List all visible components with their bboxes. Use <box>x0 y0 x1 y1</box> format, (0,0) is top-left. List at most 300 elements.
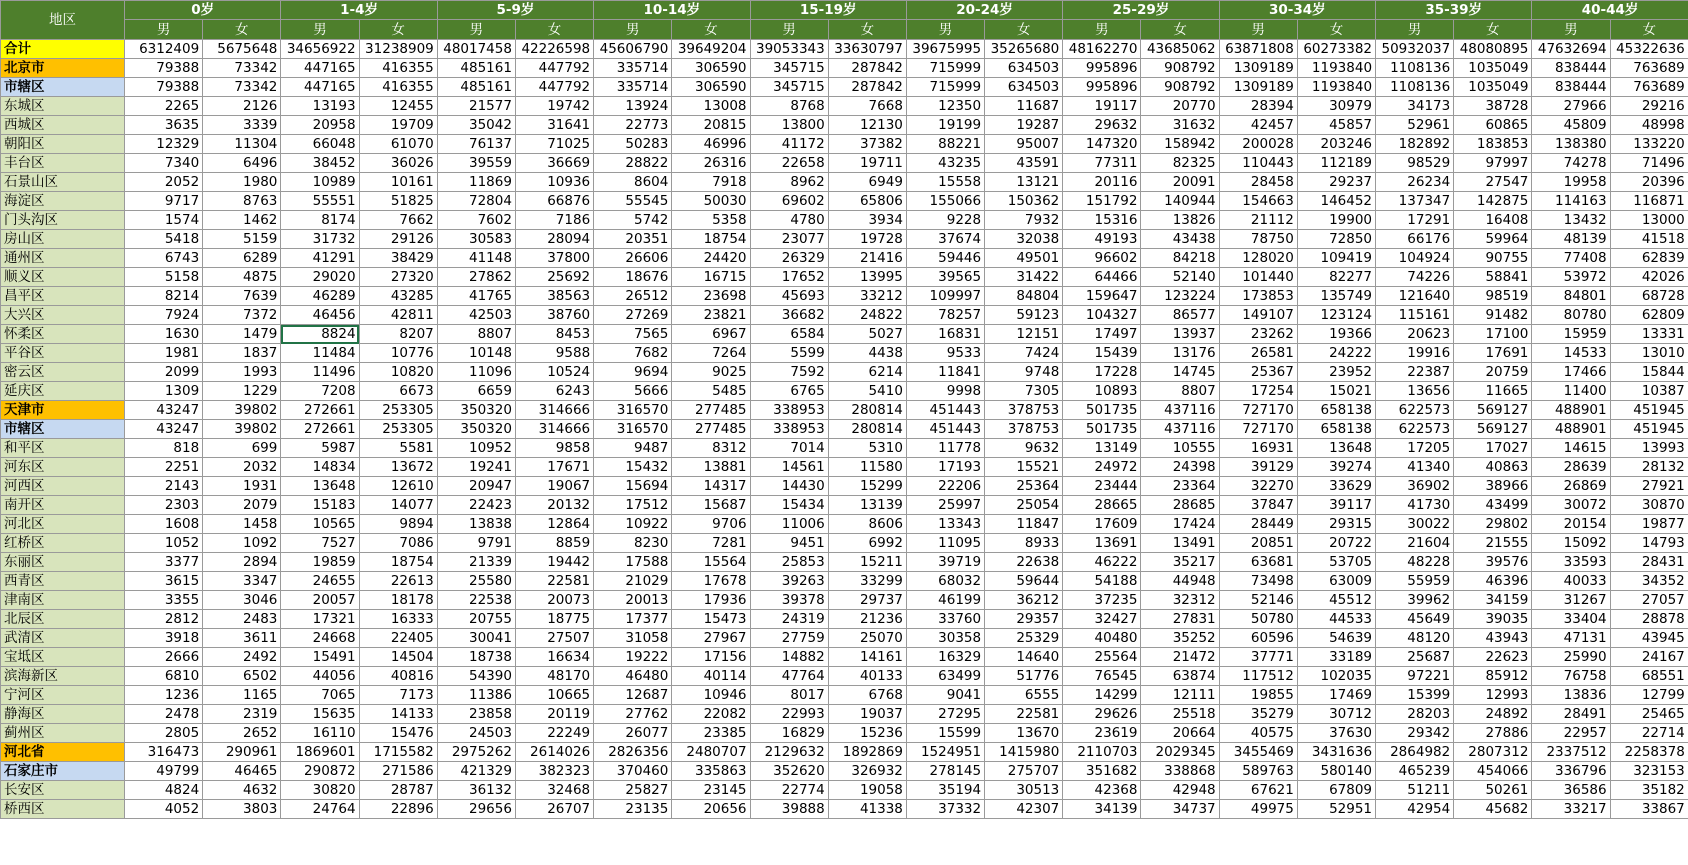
value-cell[interactable]: 53705 <box>1297 553 1375 572</box>
value-cell[interactable]: 28822 <box>594 154 672 173</box>
value-cell[interactable]: 14640 <box>985 648 1063 667</box>
age-group-header[interactable]: 25-29岁 <box>1063 1 1219 20</box>
value-cell[interactable]: 20759 <box>1454 363 1532 382</box>
value-cell[interactable]: 71025 <box>515 135 593 154</box>
value-cell[interactable]: 1837 <box>203 344 281 363</box>
value-cell[interactable]: 14533 <box>1532 344 1610 363</box>
value-cell[interactable]: 9858 <box>515 439 593 458</box>
value-cell[interactable]: 21555 <box>1454 534 1532 553</box>
value-cell[interactable]: 159647 <box>1063 287 1141 306</box>
value-cell[interactable]: 23858 <box>437 705 515 724</box>
value-cell[interactable]: 13995 <box>828 268 906 287</box>
value-cell[interactable]: 1165 <box>203 686 281 705</box>
value-cell[interactable]: 451945 <box>1610 420 1688 439</box>
value-cell[interactable]: 101440 <box>1219 268 1297 287</box>
value-cell[interactable]: 10555 <box>1141 439 1219 458</box>
value-cell[interactable]: 26581 <box>1219 344 1297 363</box>
value-cell[interactable]: 45512 <box>1297 591 1375 610</box>
value-cell[interactable]: 62809 <box>1610 306 1688 325</box>
region-cell[interactable]: 北辰区 <box>1 610 125 629</box>
female-header[interactable]: 女 <box>1297 20 1375 40</box>
value-cell[interactable]: 140944 <box>1141 192 1219 211</box>
value-cell[interactable]: 5418 <box>125 230 203 249</box>
value-cell[interactable]: 13656 <box>1376 382 1454 401</box>
value-cell[interactable]: 316570 <box>594 420 672 439</box>
value-cell[interactable]: 1931 <box>203 477 281 496</box>
value-cell[interactable]: 76545 <box>1063 667 1141 686</box>
value-cell[interactable]: 22896 <box>359 800 437 819</box>
value-cell[interactable]: 33630797 <box>828 40 906 59</box>
value-cell[interactable]: 45693 <box>750 287 828 306</box>
value-cell[interactable]: 908792 <box>1141 78 1219 97</box>
value-cell[interactable]: 36132 <box>437 781 515 800</box>
value-cell[interactable]: 40480 <box>1063 629 1141 648</box>
region-cell[interactable]: 密云区 <box>1 363 125 382</box>
value-cell[interactable]: 59123 <box>985 306 1063 325</box>
value-cell[interactable]: 1309 <box>125 382 203 401</box>
value-cell[interactable]: 634503 <box>985 59 1063 78</box>
value-cell[interactable]: 46996 <box>672 135 750 154</box>
value-cell[interactable]: 14615 <box>1532 439 1610 458</box>
value-cell[interactable]: 589763 <box>1219 762 1297 781</box>
value-cell[interactable]: 66876 <box>515 192 593 211</box>
value-cell[interactable]: 36212 <box>985 591 1063 610</box>
value-cell[interactable]: 6289 <box>203 249 281 268</box>
value-cell[interactable]: 5987 <box>281 439 359 458</box>
region-cell[interactable]: 石景山区 <box>1 173 125 192</box>
value-cell[interactable]: 2029345 <box>1141 743 1219 762</box>
value-cell[interactable]: 150362 <box>985 192 1063 211</box>
value-cell[interactable]: 22774 <box>750 781 828 800</box>
value-cell[interactable]: 34737 <box>1141 800 1219 819</box>
region-cell[interactable]: 海淀区 <box>1 192 125 211</box>
value-cell[interactable]: 23619 <box>1063 724 1141 743</box>
value-cell[interactable]: 52146 <box>1219 591 1297 610</box>
region-cell[interactable]: 津南区 <box>1 591 125 610</box>
value-cell[interactable]: 39649204 <box>672 40 750 59</box>
female-header[interactable]: 女 <box>203 20 281 40</box>
value-cell[interactable]: 416355 <box>359 78 437 97</box>
value-cell[interactable]: 451945 <box>1610 401 1688 420</box>
value-cell[interactable]: 345715 <box>750 59 828 78</box>
value-cell[interactable]: 22714 <box>1610 724 1688 743</box>
value-cell[interactable]: 31732 <box>281 230 359 249</box>
value-cell[interactable]: 10776 <box>359 344 437 363</box>
male-header[interactable]: 男 <box>281 20 359 40</box>
value-cell[interactable]: 19859 <box>281 553 359 572</box>
value-cell[interactable]: 104327 <box>1063 306 1141 325</box>
value-cell[interactable]: 8606 <box>828 515 906 534</box>
value-cell[interactable]: 19855 <box>1219 686 1297 705</box>
value-cell[interactable]: 12864 <box>515 515 593 534</box>
age-group-header[interactable]: 0岁 <box>125 1 281 20</box>
value-cell[interactable]: 15959 <box>1532 325 1610 344</box>
value-cell[interactable]: 28394 <box>1219 97 1297 116</box>
value-cell[interactable]: 421329 <box>437 762 515 781</box>
value-cell[interactable]: 35252 <box>1141 629 1219 648</box>
value-cell[interactable]: 13008 <box>672 97 750 116</box>
value-cell[interactable]: 69602 <box>750 192 828 211</box>
value-cell[interactable]: 36586 <box>1532 781 1610 800</box>
value-cell[interactable]: 27967 <box>672 629 750 648</box>
age-group-header[interactable]: 35-39岁 <box>1376 1 1532 20</box>
value-cell[interactable]: 20623 <box>1376 325 1454 344</box>
value-cell[interactable]: 25692 <box>515 268 593 287</box>
value-cell[interactable]: 2826356 <box>594 743 672 762</box>
value-cell[interactable]: 19287 <box>985 116 1063 135</box>
value-cell[interactable]: 2652 <box>203 724 281 743</box>
value-cell[interactable]: 12151 <box>985 325 1063 344</box>
value-cell[interactable]: 2480707 <box>672 743 750 762</box>
value-cell[interactable]: 9041 <box>906 686 984 705</box>
value-cell[interactable]: 16110 <box>281 724 359 743</box>
value-cell[interactable]: 9998 <box>906 382 984 401</box>
value-cell[interactable]: 20815 <box>672 116 750 135</box>
value-cell[interactable]: 16333 <box>359 610 437 629</box>
value-cell[interactable]: 123224 <box>1141 287 1219 306</box>
value-cell[interactable]: 32312 <box>1141 591 1219 610</box>
value-cell[interactable]: 48017458 <box>437 40 515 59</box>
value-cell[interactable]: 8312 <box>672 439 750 458</box>
region-cell[interactable]: 蓟州区 <box>1 724 125 743</box>
value-cell[interactable]: 13924 <box>594 97 672 116</box>
value-cell[interactable]: 13176 <box>1141 344 1219 363</box>
value-cell[interactable]: 46396 <box>1454 572 1532 591</box>
value-cell[interactable]: 5158 <box>125 268 203 287</box>
value-cell[interactable]: 13826 <box>1141 211 1219 230</box>
value-cell[interactable]: 451443 <box>906 401 984 420</box>
value-cell[interactable]: 200028 <box>1219 135 1297 154</box>
value-cell[interactable]: 28094 <box>515 230 593 249</box>
value-cell[interactable]: 42457 <box>1219 116 1297 135</box>
value-cell[interactable]: 97997 <box>1454 154 1532 173</box>
value-cell[interactable]: 7186 <box>515 211 593 230</box>
value-cell[interactable]: 76758 <box>1532 667 1610 686</box>
value-cell[interactable]: 13149 <box>1063 439 1141 458</box>
value-cell[interactable]: 41730 <box>1376 496 1454 515</box>
value-cell[interactable]: 7065 <box>281 686 359 705</box>
value-cell[interactable]: 7565 <box>594 325 672 344</box>
value-cell[interactable]: 25465 <box>1610 705 1688 724</box>
value-cell[interactable]: 278145 <box>906 762 984 781</box>
value-cell[interactable]: 29656 <box>437 800 515 819</box>
region-cell[interactable]: 西青区 <box>1 572 125 591</box>
value-cell[interactable]: 20770 <box>1141 97 1219 116</box>
region-cell[interactable]: 石家庄市 <box>1 762 125 781</box>
value-cell[interactable]: 2110703 <box>1063 743 1141 762</box>
value-cell[interactable]: 29237 <box>1297 173 1375 192</box>
value-cell[interactable]: 33217 <box>1532 800 1610 819</box>
region-cell[interactable]: 怀柔区 <box>1 325 125 344</box>
value-cell[interactable]: 3615 <box>125 572 203 591</box>
value-cell[interactable]: 46465 <box>203 762 281 781</box>
value-cell[interactable]: 39274 <box>1297 458 1375 477</box>
value-cell[interactable]: 133220 <box>1610 135 1688 154</box>
value-cell[interactable]: 19711 <box>828 154 906 173</box>
value-cell[interactable]: 8859 <box>515 534 593 553</box>
value-cell[interactable]: 25853 <box>750 553 828 572</box>
value-cell[interactable]: 42948 <box>1141 781 1219 800</box>
value-cell[interactable]: 451443 <box>906 420 984 439</box>
value-cell[interactable]: 42307 <box>985 800 1063 819</box>
value-cell[interactable]: 485161 <box>437 59 515 78</box>
value-cell[interactable]: 38760 <box>515 306 593 325</box>
value-cell[interactable]: 19058 <box>828 781 906 800</box>
value-cell[interactable]: 416355 <box>359 59 437 78</box>
value-cell[interactable]: 48120 <box>1376 629 1454 648</box>
value-cell[interactable]: 7340 <box>125 154 203 173</box>
value-cell[interactable]: 26329 <box>750 249 828 268</box>
value-cell[interactable]: 41518 <box>1610 230 1688 249</box>
value-cell[interactable]: 10936 <box>515 173 593 192</box>
value-cell[interactable]: 42954 <box>1376 800 1454 819</box>
value-cell[interactable]: 74278 <box>1532 154 1610 173</box>
value-cell[interactable]: 287842 <box>828 59 906 78</box>
value-cell[interactable]: 50932037 <box>1376 40 1454 59</box>
value-cell[interactable]: 16829 <box>750 724 828 743</box>
value-cell[interactable]: 33299 <box>828 572 906 591</box>
value-cell[interactable]: 32427 <box>1063 610 1141 629</box>
value-cell[interactable]: 7281 <box>672 534 750 553</box>
value-cell[interactable]: 45857 <box>1297 116 1375 135</box>
value-cell[interactable]: 42503 <box>437 306 515 325</box>
value-cell[interactable]: 2864982 <box>1376 743 1454 762</box>
value-cell[interactable]: 77311 <box>1063 154 1141 173</box>
value-cell[interactable]: 17100 <box>1454 325 1532 344</box>
value-cell[interactable]: 37800 <box>515 249 593 268</box>
value-cell[interactable]: 6555 <box>985 686 1063 705</box>
region-cell[interactable]: 宁河区 <box>1 686 125 705</box>
value-cell[interactable]: 2483 <box>203 610 281 629</box>
value-cell[interactable]: 8017 <box>750 686 828 705</box>
value-cell[interactable]: 17936 <box>672 591 750 610</box>
value-cell[interactable]: 17466 <box>1532 363 1610 382</box>
value-cell[interactable]: 39962 <box>1376 591 1454 610</box>
region-cell[interactable]: 东城区 <box>1 97 125 116</box>
value-cell[interactable]: 154663 <box>1219 192 1297 211</box>
age-group-header[interactable]: 5-9岁 <box>437 1 593 20</box>
value-cell[interactable]: 11400 <box>1532 382 1610 401</box>
value-cell[interactable]: 50283 <box>594 135 672 154</box>
value-cell[interactable]: 10946 <box>672 686 750 705</box>
value-cell[interactable]: 19442 <box>515 553 593 572</box>
value-cell[interactable]: 6810 <box>125 667 203 686</box>
value-cell[interactable]: 38429 <box>359 249 437 268</box>
value-cell[interactable]: 43235 <box>906 154 984 173</box>
value-cell[interactable]: 9748 <box>985 363 1063 382</box>
value-cell[interactable]: 1869601 <box>281 743 359 762</box>
value-cell[interactable]: 622573 <box>1376 401 1454 420</box>
value-cell[interactable]: 48139 <box>1532 230 1610 249</box>
value-cell[interactable]: 253305 <box>359 401 437 420</box>
value-cell[interactable]: 40575 <box>1219 724 1297 743</box>
value-cell[interactable]: 27057 <box>1610 591 1688 610</box>
value-cell[interactable]: 55551 <box>281 192 359 211</box>
region-cell[interactable]: 北京市 <box>1 59 125 78</box>
value-cell[interactable]: 35182 <box>1610 781 1688 800</box>
region-cell[interactable]: 大兴区 <box>1 306 125 325</box>
value-cell[interactable]: 10387 <box>1610 382 1688 401</box>
value-cell[interactable]: 2975262 <box>437 743 515 762</box>
value-cell[interactable]: 7592 <box>750 363 828 382</box>
value-cell[interactable]: 96602 <box>1063 249 1141 268</box>
value-cell[interactable]: 55959 <box>1376 572 1454 591</box>
value-cell[interactable]: 8933 <box>985 534 1063 553</box>
value-cell[interactable]: 46456 <box>281 306 359 325</box>
value-cell[interactable]: 65806 <box>828 192 906 211</box>
value-cell[interactable]: 40863 <box>1454 458 1532 477</box>
value-cell[interactable]: 116871 <box>1610 192 1688 211</box>
value-cell[interactable]: 2052 <box>125 173 203 192</box>
region-cell[interactable]: 武清区 <box>1 629 125 648</box>
value-cell[interactable]: 13331 <box>1610 325 1688 344</box>
value-cell[interactable]: 63681 <box>1219 553 1297 572</box>
value-cell[interactable]: 22993 <box>750 705 828 724</box>
value-cell[interactable]: 18676 <box>594 268 672 287</box>
value-cell[interactable]: 22423 <box>437 496 515 515</box>
value-cell[interactable]: 5675648 <box>203 40 281 59</box>
value-cell[interactable]: 338953 <box>750 420 828 439</box>
value-cell[interactable]: 1892869 <box>828 743 906 762</box>
value-cell[interactable]: 27921 <box>1610 477 1688 496</box>
value-cell[interactable]: 88221 <box>906 135 984 154</box>
value-cell[interactable]: 995896 <box>1063 59 1141 78</box>
value-cell[interactable]: 203246 <box>1297 135 1375 154</box>
value-cell[interactable]: 6214 <box>828 363 906 382</box>
value-cell[interactable]: 68032 <box>906 572 984 591</box>
value-cell[interactable]: 45649 <box>1376 610 1454 629</box>
value-cell[interactable]: 86577 <box>1141 306 1219 325</box>
value-cell[interactable]: 8207 <box>359 325 437 344</box>
value-cell[interactable]: 149107 <box>1219 306 1297 325</box>
value-cell[interactable]: 45322636 <box>1610 40 1688 59</box>
value-cell[interactable]: 19958 <box>1532 173 1610 192</box>
region-cell[interactable]: 滨海新区 <box>1 667 125 686</box>
value-cell[interactable]: 142875 <box>1454 192 1532 211</box>
value-cell[interactable]: 12610 <box>359 477 437 496</box>
value-cell[interactable]: 24222 <box>1297 344 1375 363</box>
value-cell[interactable]: 41148 <box>437 249 515 268</box>
value-cell[interactable]: 5485 <box>672 382 750 401</box>
value-cell[interactable]: 40033 <box>1532 572 1610 591</box>
value-cell[interactable]: 26077 <box>594 724 672 743</box>
value-cell[interactable]: 2319 <box>203 705 281 724</box>
value-cell[interactable]: 14317 <box>672 477 750 496</box>
value-cell[interactable]: 38452 <box>281 154 359 173</box>
female-header[interactable]: 女 <box>1454 20 1532 40</box>
value-cell[interactable]: 15599 <box>906 724 984 743</box>
value-cell[interactable]: 24892 <box>1454 705 1532 724</box>
value-cell[interactable]: 40133 <box>828 667 906 686</box>
value-cell[interactable]: 24503 <box>437 724 515 743</box>
value-cell[interactable]: 9588 <box>515 344 593 363</box>
value-cell[interactable]: 6992 <box>828 534 906 553</box>
value-cell[interactable]: 1715582 <box>359 743 437 762</box>
value-cell[interactable]: 24420 <box>672 249 750 268</box>
value-cell[interactable]: 658138 <box>1297 401 1375 420</box>
value-cell[interactable]: 13139 <box>828 496 906 515</box>
value-cell[interactable]: 17424 <box>1141 515 1219 534</box>
age-group-header[interactable]: 15-19岁 <box>750 1 906 20</box>
value-cell[interactable]: 1108136 <box>1376 78 1454 97</box>
value-cell[interactable]: 908792 <box>1141 59 1219 78</box>
value-cell[interactable]: 17609 <box>1063 515 1141 534</box>
value-cell[interactable]: 10148 <box>437 344 515 363</box>
value-cell[interactable]: 36026 <box>359 154 437 173</box>
value-cell[interactable]: 11304 <box>203 135 281 154</box>
female-header[interactable]: 女 <box>359 20 437 40</box>
value-cell[interactable]: 3339 <box>203 116 281 135</box>
value-cell[interactable]: 4780 <box>750 211 828 230</box>
value-cell[interactable]: 9706 <box>672 515 750 534</box>
value-cell[interactable]: 73342 <box>203 78 281 97</box>
value-cell[interactable]: 12687 <box>594 686 672 705</box>
value-cell[interactable]: 22773 <box>594 116 672 135</box>
region-cell[interactable]: 通州区 <box>1 249 125 268</box>
value-cell[interactable]: 23698 <box>672 287 750 306</box>
male-header[interactable]: 男 <box>125 20 203 40</box>
value-cell[interactable]: 43591 <box>985 154 1063 173</box>
value-cell[interactable]: 12455 <box>359 97 437 116</box>
value-cell[interactable]: 4632 <box>203 781 281 800</box>
value-cell[interactable]: 12799 <box>1610 686 1688 705</box>
region-cell[interactable]: 和平区 <box>1 439 125 458</box>
value-cell[interactable]: 1462 <box>203 211 281 230</box>
value-cell[interactable]: 40816 <box>359 667 437 686</box>
value-cell[interactable]: 12993 <box>1454 686 1532 705</box>
value-cell[interactable]: 818 <box>125 439 203 458</box>
value-cell[interactable]: 18775 <box>515 610 593 629</box>
value-cell[interactable]: 55545 <box>594 192 672 211</box>
value-cell[interactable]: 23145 <box>672 781 750 800</box>
value-cell[interactable]: 7527 <box>281 534 359 553</box>
value-cell[interactable]: 41765 <box>437 287 515 306</box>
value-cell[interactable]: 59644 <box>985 572 1063 591</box>
value-cell[interactable]: 33867 <box>1610 800 1688 819</box>
value-cell[interactable]: 9025 <box>672 363 750 382</box>
value-cell[interactable]: 11869 <box>437 173 515 192</box>
value-cell[interactable]: 22405 <box>359 629 437 648</box>
value-cell[interactable]: 23135 <box>594 800 672 819</box>
value-cell[interactable]: 54188 <box>1063 572 1141 591</box>
value-cell[interactable]: 25364 <box>985 477 1063 496</box>
value-cell[interactable]: 47632694 <box>1532 40 1610 59</box>
value-cell[interactable]: 21416 <box>828 249 906 268</box>
value-cell[interactable]: 21604 <box>1376 534 1454 553</box>
value-cell[interactable]: 22538 <box>437 591 515 610</box>
value-cell[interactable]: 39888 <box>750 800 828 819</box>
value-cell[interactable]: 6967 <box>672 325 750 344</box>
value-cell[interactable]: 2251 <box>125 458 203 477</box>
value-cell[interactable]: 271586 <box>359 762 437 781</box>
value-cell[interactable]: 25990 <box>1532 648 1610 667</box>
value-cell[interactable]: 31267 <box>1532 591 1610 610</box>
value-cell[interactable]: 382323 <box>515 762 593 781</box>
value-cell[interactable]: 25827 <box>594 781 672 800</box>
value-cell[interactable]: 39559 <box>437 154 515 173</box>
value-cell[interactable]: 13672 <box>359 458 437 477</box>
value-cell[interactable]: 277485 <box>672 401 750 420</box>
value-cell[interactable]: 3918 <box>125 629 203 648</box>
value-cell[interactable]: 42026 <box>1610 268 1688 287</box>
value-cell[interactable]: 32038 <box>985 230 1063 249</box>
value-cell[interactable]: 14793 <box>1610 534 1688 553</box>
value-cell[interactable]: 13937 <box>1141 325 1219 344</box>
value-cell[interactable]: 22082 <box>672 705 750 724</box>
value-cell[interactable]: 121640 <box>1376 287 1454 306</box>
value-cell[interactable]: 12329 <box>125 135 203 154</box>
value-cell[interactable]: 29632 <box>1063 116 1141 135</box>
